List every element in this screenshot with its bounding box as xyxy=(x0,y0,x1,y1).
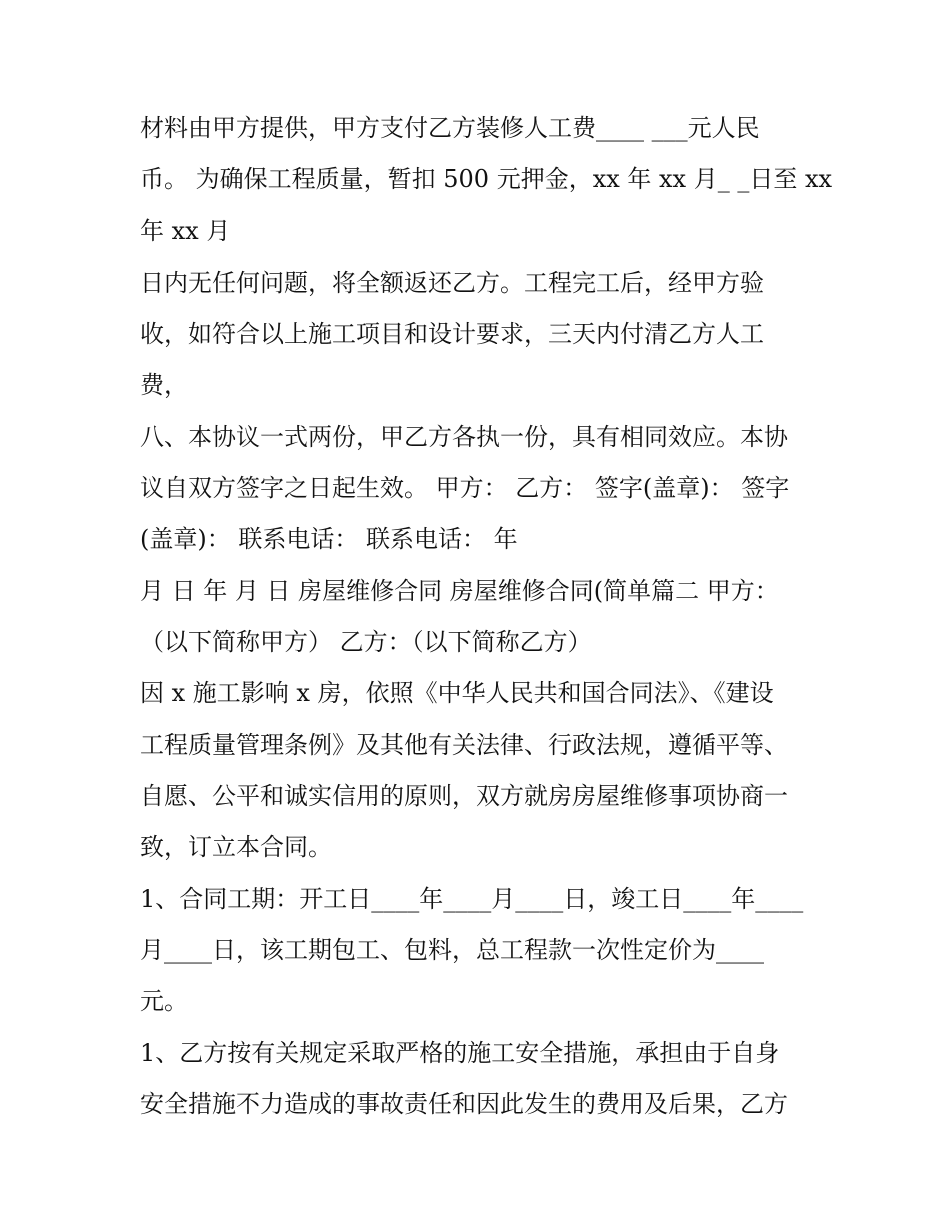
text-line: 议自双方签字之日起生效。 甲方： 乙方： 签字(盖章)： 签字 xyxy=(140,474,790,502)
text-line: 1、乙方按有关规定采取严格的施工安全措施，承担由于自身 xyxy=(140,1039,780,1067)
text-line: 材料由甲方提供，甲方支付乙方装修人工费____ ___元人民 xyxy=(140,114,760,142)
text-line: 安全措施不力造成的事故责任和因此发生的费用及后果，乙方 xyxy=(140,1090,788,1118)
text-line: 自愿、公平和诚实信用的原则，双方就房房屋维修事项协商一 xyxy=(140,782,788,810)
text-line: 费， xyxy=(140,371,188,399)
text-line: （以下简称甲方） 乙方：（以下简称乙方） xyxy=(140,628,592,656)
text-line: 收，如符合以上施工项目和设计要求，三天内付清乙方人工 xyxy=(140,320,764,348)
text-line: 工程质量管理条例》及其他有关法律、行政法规，遵循平等、 xyxy=(140,731,788,759)
text-line: 日内无任何问题，将全额返还乙方。工程完工后，经甲方验 xyxy=(140,269,764,297)
text-line: 月 日 年 月 日 房屋维修合同 房屋维修合同(简单篇二 甲方： xyxy=(140,577,779,605)
text-line: (盖章)： 联系电话： 联系电话： 年 xyxy=(140,525,518,553)
text-line: 致，订立本合同。 xyxy=(140,833,332,861)
text-line: 元。 xyxy=(140,987,188,1015)
text-line: 月____日，该工期包工、包料，总工程款一次性定价为____ xyxy=(140,936,764,964)
text-line: 1、合同工期：开工日____年____月____日，竣工日____年____ xyxy=(140,885,804,913)
text-line: 八、本协议一式两份，甲乙方各执一份，具有相同效应。本协 xyxy=(140,423,788,451)
text-line: 年 xx 月 xyxy=(140,217,231,245)
text-line: 币。 为确保工程质量，暂扣 500 元押金，xx 年 xx 月_ _日至 xx xyxy=(140,165,833,193)
text-line: 因 x 施工影响 x 房，依照《中华人民共和国合同法》、《建设 xyxy=(140,679,774,707)
